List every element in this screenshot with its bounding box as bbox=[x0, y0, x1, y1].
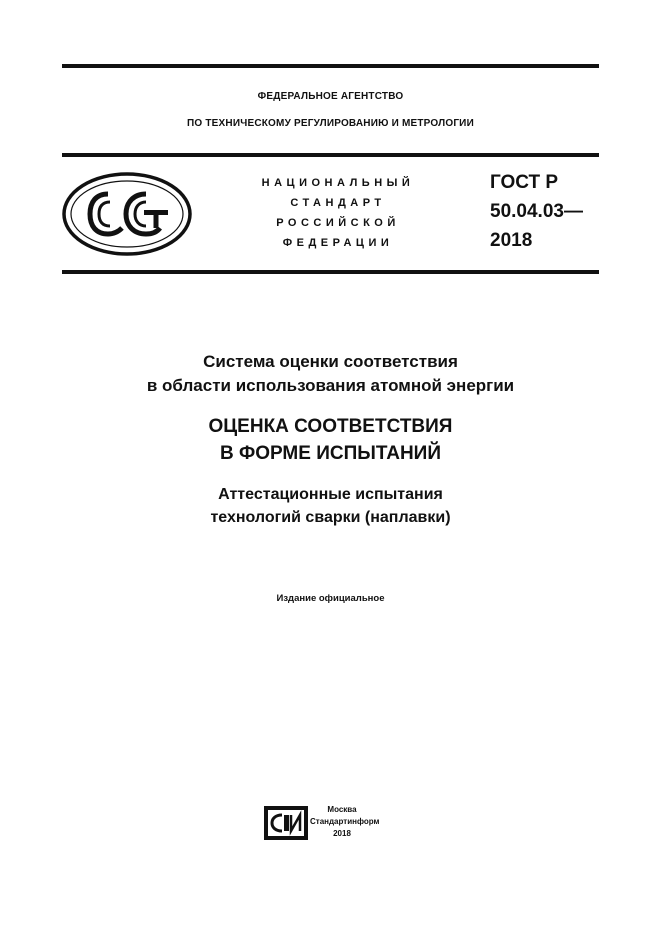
agency-line-1: ФЕДЕРАЛЬНОЕ АГЕНТСТВО bbox=[257, 91, 404, 102]
gost-line: 2018 bbox=[490, 230, 533, 251]
national-line: НАЦИОНАЛЬНЫЙ bbox=[261, 177, 415, 189]
publisher-name: Стандартинформ bbox=[310, 817, 380, 826]
standard-block-rule bbox=[62, 270, 599, 274]
gost-line: 50.04.03— bbox=[490, 201, 583, 222]
detail-line: Аттестационные испытания bbox=[218, 486, 443, 503]
title-line: В ФОРМЕ ИСПЫТАНИЙ bbox=[220, 443, 441, 464]
national-line: СТАНДАРТ bbox=[290, 197, 386, 209]
title-line: ОЦЕНКА СООТВЕТСТВИЯ bbox=[208, 416, 453, 437]
publisher-info bbox=[310, 804, 380, 840]
system-subtitle bbox=[0, 350, 661, 398]
gost-designation bbox=[490, 168, 600, 255]
standartinform-logo-icon bbox=[264, 806, 308, 840]
document-detail-title bbox=[0, 483, 661, 529]
publisher-city: Москва bbox=[327, 805, 357, 814]
subtitle-line: в области использования атомной энергии bbox=[146, 376, 515, 395]
agency-line-2: ПО ТЕХНИЧЕСКОМУ РЕГУЛИРОВАНИЮ И МЕТРОЛОГИИ bbox=[187, 118, 474, 129]
top-rule bbox=[62, 64, 599, 68]
detail-line: технологий сварки (наплавки) bbox=[210, 509, 451, 526]
edition-label: Издание официальное bbox=[276, 593, 385, 604]
rst-certification-mark-icon bbox=[62, 172, 192, 256]
publisher-year: 2018 bbox=[333, 829, 351, 838]
header-rule bbox=[62, 153, 599, 157]
national-line: ФЕДЕРАЦИИ bbox=[282, 237, 394, 249]
gost-line: ГОСТ Р bbox=[490, 172, 559, 193]
subtitle-line: Система оценки соответствия bbox=[203, 352, 458, 371]
national-standard-label bbox=[238, 173, 438, 253]
national-line: РОССИЙСКОЙ bbox=[276, 217, 400, 229]
document-title bbox=[0, 413, 661, 467]
